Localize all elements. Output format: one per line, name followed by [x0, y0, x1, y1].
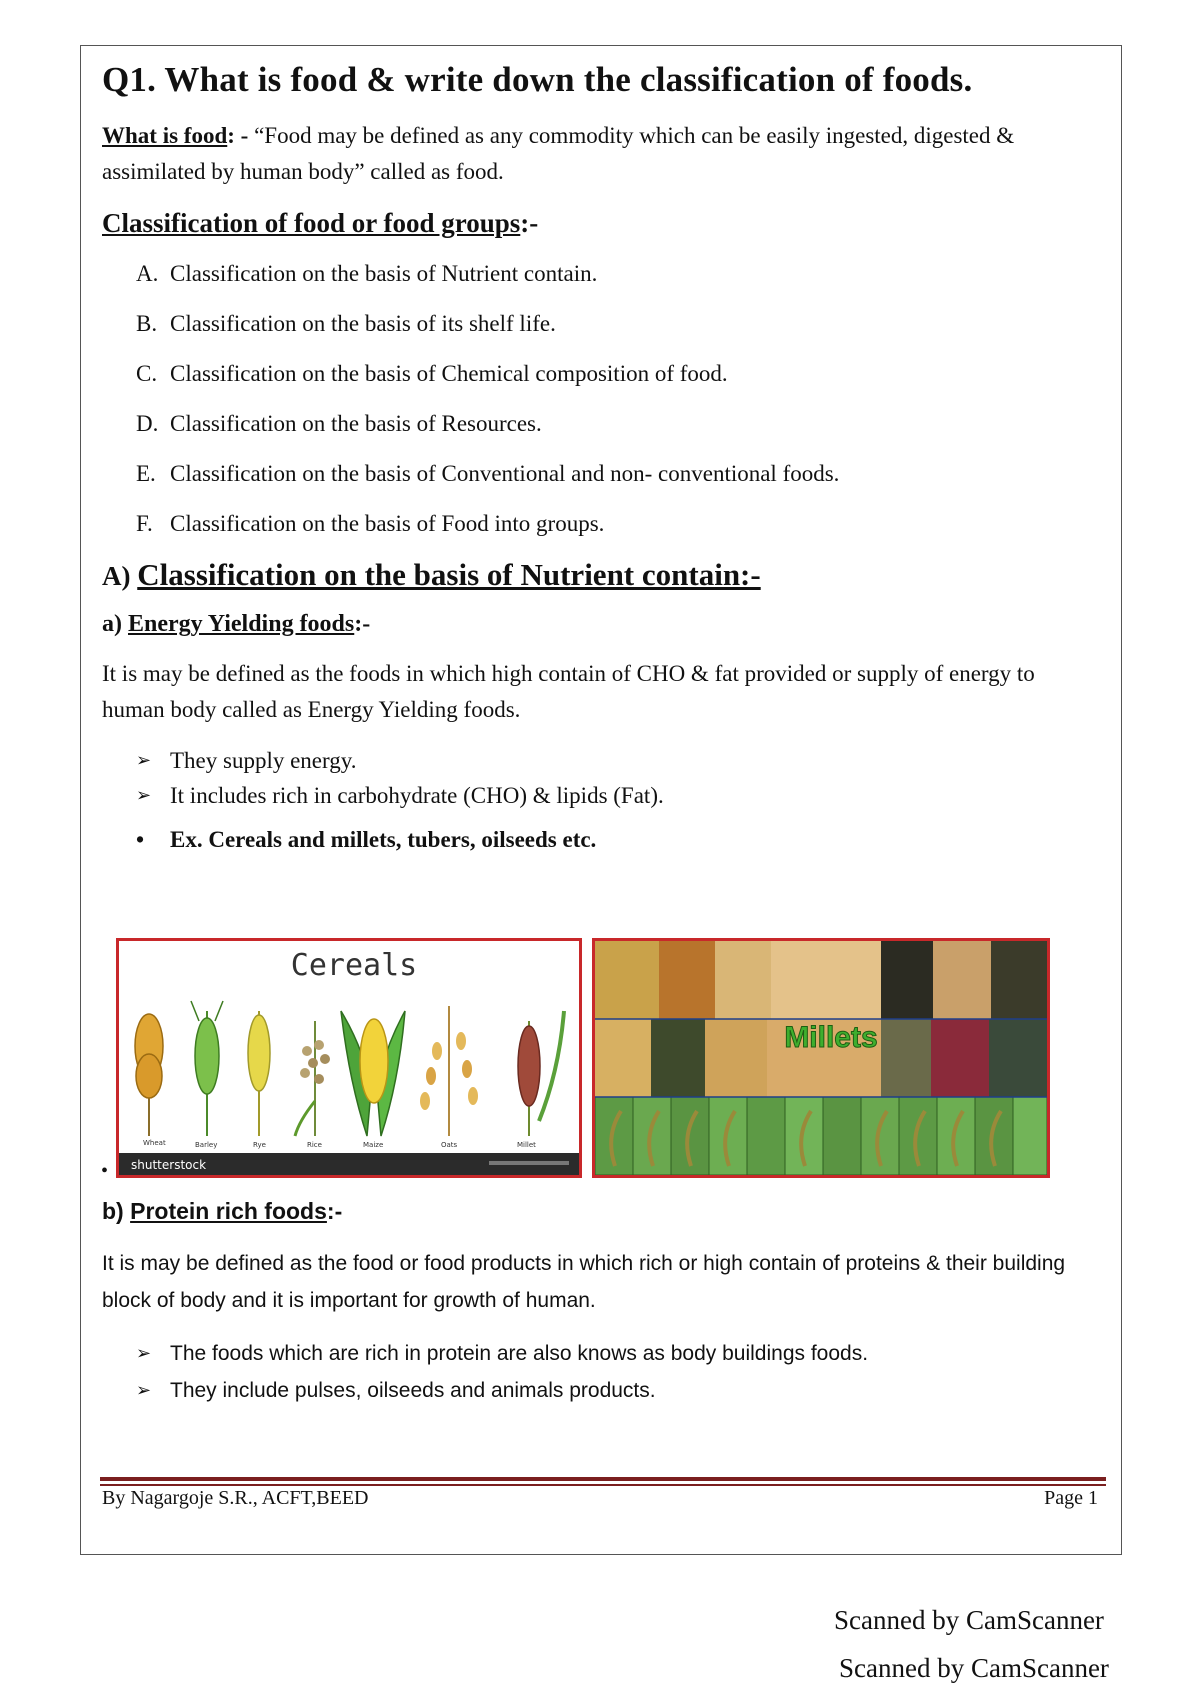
- cereals-image: [116, 938, 582, 1178]
- protein-suffix: :-: [326, 1198, 343, 1224]
- list-item: [136, 349, 1102, 399]
- list-text: Classification on the basis of Resources.: [170, 411, 542, 436]
- page-title: Q1. What is food & write down the classification of foods.: [102, 60, 973, 99]
- list-text: The foods which are rich in protein are also knows as body buildings foods.: [170, 1342, 869, 1365]
- list-item: [136, 1372, 1102, 1409]
- protein-section: [102, 1198, 1102, 1409]
- cereal-label: Maize: [363, 1141, 384, 1149]
- list-text: Classification on the basis of Food into groups.: [170, 511, 605, 536]
- energy-heading: [102, 611, 1102, 638]
- protein-heading: [102, 1198, 1102, 1225]
- footer-author: By Nagargoje S.R., ACFT,BEED: [102, 1487, 369, 1509]
- energy-label: Energy Yielding foods: [128, 611, 355, 637]
- cereals-illustration: [119, 941, 579, 1175]
- cereal-label: Millet: [517, 1141, 536, 1149]
- energy-example: [102, 827, 1102, 853]
- cereal-label: Rice: [307, 1141, 322, 1149]
- list-item: [136, 1335, 1102, 1372]
- list-mark: A.: [136, 261, 159, 286]
- millets-image: [592, 938, 1050, 1178]
- energy-points: [102, 743, 1102, 813]
- food-definition-label: What is food: [102, 123, 228, 148]
- shutterstock-label: shutterstock: [131, 1158, 207, 1172]
- list-mark: D.: [136, 411, 159, 436]
- list-item: [136, 249, 1102, 299]
- food-definition-text: “Food may be defined as any commodity which can be easily ingested, digested & assimilated by human body” called as food.: [102, 123, 1015, 184]
- protein-prefix: b): [102, 1198, 131, 1224]
- classification-heading-label: Classification of food or food groups: [102, 208, 521, 238]
- footer-page-number: Page 1: [1044, 1487, 1098, 1509]
- list-item: [136, 449, 1102, 499]
- image-row: [116, 938, 1050, 1178]
- list-item: [136, 399, 1102, 449]
- cereal-label: Wheat: [143, 1139, 166, 1147]
- classification-heading-suffix: :-: [520, 208, 539, 238]
- food-definition-sep: : -: [227, 123, 255, 148]
- section-a-heading: [102, 557, 1102, 593]
- scanner-watermark: Scanned by CamScanner: [839, 1653, 1109, 1683]
- classification-list: [102, 249, 1102, 549]
- arrow-bullet-icon: ➢: [136, 750, 152, 771]
- bullet-icon: •: [136, 827, 145, 852]
- cereal-label: Barley: [195, 1141, 218, 1149]
- list-text: It includes rich in carbohydrate (CHO) & lipids (Fat).: [170, 783, 664, 808]
- footer-rule: [100, 1477, 1106, 1481]
- list-text: They include pulses, oilseeds and animals products.: [170, 1379, 656, 1402]
- footer-rule-thin: [100, 1484, 1106, 1486]
- list-mark: C.: [136, 361, 158, 386]
- energy-paragraph: It is may be defined as the foods in which high contain of CHO & fat provided or supply of energy to human body called as Energy Yielding foods.: [102, 661, 1035, 722]
- protein-points: [102, 1335, 1102, 1409]
- millets-title: Millets: [784, 1021, 878, 1054]
- page-content: [102, 55, 1102, 853]
- energy-example-text: Ex. Cereals and millets, tubers, oilseeds etc.: [170, 827, 597, 852]
- protein-label: Protein rich foods: [130, 1198, 327, 1224]
- cereal-label: Rye: [253, 1141, 266, 1149]
- protein-paragraph: It is may be defined as the food or food products in which rich or high contain of proteins & their building block of body and it is important for growth of human.: [102, 1252, 1066, 1312]
- list-mark: F.: [136, 511, 153, 536]
- list-item: [136, 778, 1102, 813]
- section-a-label: Classification on the basis of Nutrient contain:-: [137, 557, 761, 592]
- arrow-bullet-icon: ➢: [136, 1380, 152, 1401]
- energy-suffix: :-: [354, 611, 371, 637]
- list-mark: B.: [136, 311, 158, 336]
- list-text: Classification on the basis of Conventional and non- conventional foods.: [170, 461, 840, 486]
- cereal-label: Oats: [441, 1141, 458, 1149]
- arrow-bullet-icon: ➢: [136, 1343, 152, 1364]
- millets-collage: [595, 941, 1047, 1175]
- small-bullet-icon: •: [101, 1160, 109, 1182]
- energy-prefix: a): [102, 611, 128, 637]
- food-definition: [102, 118, 1102, 190]
- list-item: [136, 743, 1102, 778]
- section-a-prefix: A): [102, 561, 138, 591]
- classification-heading: [102, 208, 1102, 239]
- list-text: Classification on the basis of Chemical composition of food.: [170, 361, 728, 386]
- list-item: [136, 499, 1102, 549]
- cereals-title: Cereals: [290, 948, 418, 983]
- list-text: They supply energy.: [170, 748, 357, 773]
- list-mark: E.: [136, 461, 156, 486]
- arrow-bullet-icon: ➢: [136, 785, 152, 806]
- scanner-watermark: Scanned by CamScanner: [834, 1605, 1104, 1635]
- list-text: Classification on the basis of its shelf life.: [170, 311, 556, 336]
- list-text: Classification on the basis of Nutrient contain.: [170, 261, 598, 286]
- list-item: [136, 299, 1102, 349]
